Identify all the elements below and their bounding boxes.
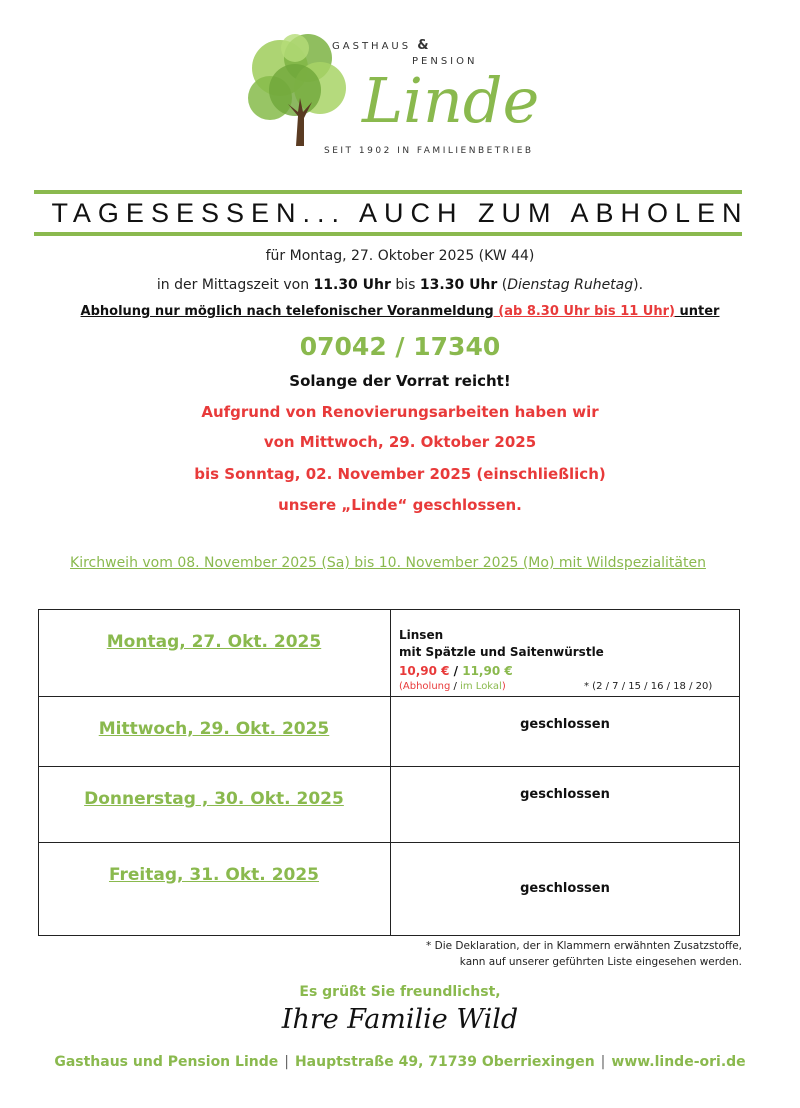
table-row — [39, 767, 739, 843]
status-closed: geschlossen — [520, 881, 610, 896]
dish-side: mit Spätzle und Saitenwürstle — [399, 645, 604, 659]
date-line: für Montag, 27. Oktober 2025 (KW 44) — [265, 248, 535, 264]
closure-line-1: Aufgrund von Renovierungsarbeiten haben wir — [201, 403, 599, 421]
table-row — [39, 697, 739, 767]
logo-script: Linde — [362, 64, 540, 137]
footer-address: Hauptstraße 49, 71739 Oberriexingen — [294, 1054, 595, 1070]
stock-note: Solange der Vorrat reicht! — [289, 372, 511, 390]
header-top-rule — [34, 190, 742, 194]
footer-separator: | — [284, 1054, 289, 1070]
closure-line-4: unsere „Linde“ geschlossen. — [278, 496, 522, 514]
price-legend: (Abholung / im Lokal) — [399, 681, 506, 692]
declaration-line-1: * Die Deklaration, der in Klammern erwähnten Zusatzstoffe, — [426, 940, 742, 952]
table-row — [39, 610, 739, 697]
menu-table — [38, 609, 740, 936]
signature: Ihre Familie Wild — [281, 1004, 519, 1035]
logo-tagline: SEIT 1902 IN FAMILIENBETRIEB — [324, 146, 534, 156]
page-title: TAGESESSEN... AUCH ZUM ABHOLEN — [51, 198, 749, 228]
closure-line-2: von Mittwoch, 29. Oktober 2025 — [263, 433, 537, 451]
kirchweih-note: Kirchweih vom 08. November 2025 (Sa) bis 10. November 2025 (Mo) mit Wildspezialitäten — [70, 555, 706, 571]
time-line: in der Mittagszeit von 11.30 Uhr bis 13.30 Uhr (Dienstag Ruhetag). — [156, 277, 644, 293]
day-label: Montag, 27. Okt. 2025 — [106, 632, 322, 652]
day-label: Freitag, 31. Okt. 2025 — [108, 865, 320, 885]
header-bottom-rule — [34, 232, 742, 236]
closure-line-3: bis Sonntag, 02. November 2025 (einschließlich) — [194, 465, 606, 483]
footer-name: Gasthaus und Pension Linde — [54, 1054, 279, 1070]
status-closed: geschlossen — [520, 717, 610, 732]
logo-pension: PENSION — [412, 56, 478, 67]
day-label: Donnerstag , 30. Okt. 2025 — [84, 789, 344, 809]
greeting: Es grüßt Sie freundlichst, — [299, 984, 501, 1000]
declaration-line-2: kann auf unserer geführten Liste eingesehen werden. — [459, 956, 742, 968]
logo-gasthaus: GASTHAUS & — [332, 38, 429, 53]
logo — [240, 28, 550, 168]
phone-number: 07042 / 17340 — [299, 332, 501, 361]
pickup-note: Abholung nur möglich nach telefonischer Voranmeldung (ab 8.30 Uhr bis 11 Uhr) unter — [80, 304, 720, 319]
footer-website[interactable]: www.linde-ori.de — [611, 1054, 746, 1070]
dish-name: Linsen — [399, 628, 444, 642]
day-label: Mittwoch, 29. Okt. 2025 — [98, 719, 330, 739]
additives-note: * (2 / 7 / 15 / 16 / 18 / 20) — [584, 681, 713, 692]
column-divider — [390, 767, 391, 842]
dish-price: 10,90 € / 11,90 € — [399, 664, 513, 678]
footer-separator: | — [600, 1054, 606, 1070]
status-closed: geschlossen — [520, 787, 610, 802]
footer — [0, 1054, 800, 1070]
table-row — [39, 843, 739, 935]
declaration-note — [426, 938, 742, 970]
column-divider — [390, 610, 391, 696]
